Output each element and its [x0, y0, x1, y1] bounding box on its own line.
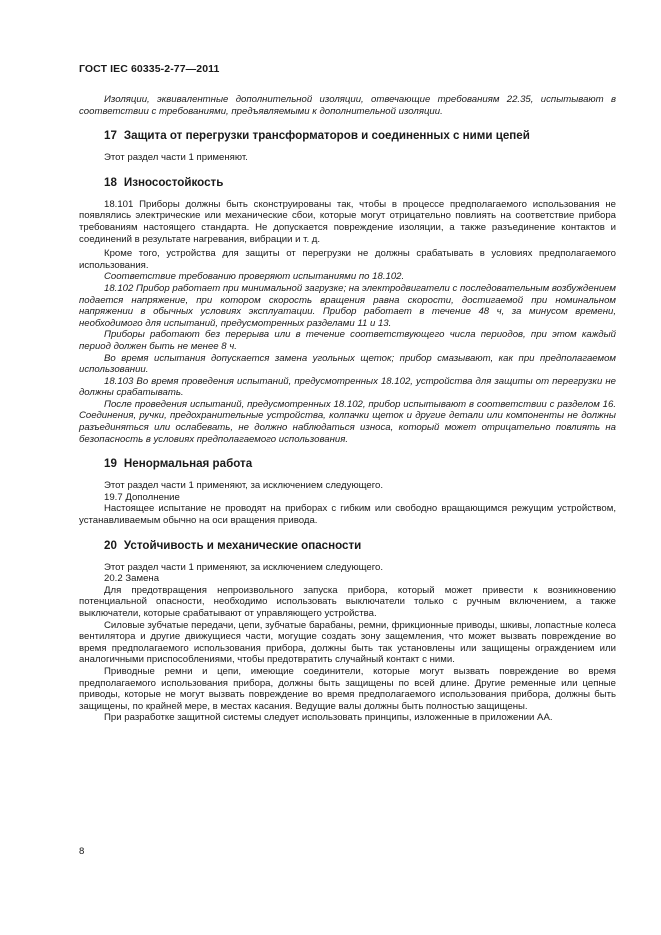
- clause-18-102: 18.102 Прибор работает при минимальной загрузке; на электродвигатели с последовательным возбуждением подается напряжение, при котором скорость вращения равна скорости, достигаемой при номинальном напряжении в обычных условиях эксплуатации. Прибор работает в течение 48 ч, за минусом времени, необходимого для испытаний, предусмотренных разделами 11 и 13.: [79, 282, 616, 329]
- section-18-heading: [79, 176, 616, 190]
- section-18-title: Износостойкость: [123, 175, 224, 189]
- section-19-number: 19: [104, 457, 117, 471]
- section-17-heading: [79, 129, 616, 143]
- clause-18-101: 18.101 Приборы должны быть сконструированы так, чтобы в процессе предполагаемого использования не появлялись электрические или механические сбои, которые могут отрицательно повлиять на соответствие прибора требованиям настоящего стандарта. Не допускается повреждение изоляции, а также разъединение контактов и соединений в результате нагревания, вибрации и т. д.: [79, 198, 616, 245]
- section-18-paragraph: Во время испытания допускается замена угольных щеток; прибор смазывают, как при предполагаемом использовании.: [79, 352, 616, 376]
- section-19-paragraph: Этот раздел части 1 применяют, за исключением следующего.: [104, 480, 384, 492]
- section-20-paragraph: Для предотвращения непроизвольного запуска прибора, который может привести к возникновению потенциальной опасности, необходимо использовать выключатели только с ручным включением, а также выключатели, которые срабатывают от управляющего устройства.: [79, 584, 616, 619]
- section-18-paragraph: Кроме того, устройства для защиты от перегрузки не должны срабатывать в условиях предполагаемого использования.: [79, 248, 616, 271]
- section-18-paragraph: Соответствие требованию проверяют испытаниями по 18.102.: [104, 271, 405, 283]
- page-content: [79, 94, 616, 724]
- section-20-heading: [79, 539, 616, 553]
- section-17-number: 17: [104, 129, 117, 143]
- document-header: ГОСТ IEC 60335-2-77—2011: [79, 63, 220, 75]
- section-20-paragraph: Приводные ремни и цепи, имеющие соединители, которые могут вызвать повреждение во время предполагаемого использования прибора, должны быть защищены по всей длине. Другие ременные или цепные приводы, которые не могут вызвать повреждение во время предполагаемого использования прибора, должны быть защищены, по крайней мере, в местах касания. Ведущие валы должны быть полностью защищены.: [79, 665, 616, 712]
- section-20-paragraph: Силовые зубчатые передачи, цепи, зубчатые барабаны, ремни, фрикционные приводы, шкивы, лопастные колеса вентилятора и другие движущиеся части, могущие создать зону защемления, что может вызвать повреждение во время предполагаемого использования прибора, должны быть так установлены или защищены ограждением или аналогичными приспособлениями, чтобы предотвратить случайный контакт с ними.: [79, 619, 616, 666]
- section-18-paragraph: После проведения испытаний, предусмотренных 18.102, прибор испытывают в соответствии с разделом 16. Соединения, ручки, предохранительные устройства, колпачки щеток и другие детали или компоненты не должны разъединяться или ослабевать, не должно наблюдаться износа, который может отрицательно повлиять на безопасность в условиях предполагаемого использования.: [79, 398, 616, 445]
- intro-paragraph: Изоляции, эквивалентные дополнительной изоляции, отвечающие требованиям 22.35, испытывают в соответствии с требованиями, предъявляемыми к дополнительной изоляции.: [79, 94, 616, 117]
- section-19-paragraph: Настоящее испытание не проводят на приборах с гибким или свободно вращающимся режущим устройством, устанавливаемым обычно на оси вращения привода.: [79, 503, 616, 527]
- section-19-heading: [79, 457, 616, 471]
- section-18-paragraph: Приборы работают без перерыва или в течение соответствующего числа периодов, при этом каждый период должен быть не менее 8 ч.: [79, 329, 616, 352]
- clause-20-2: 20.2 Замена: [104, 573, 160, 585]
- clause-18-103: 18.103 Во время проведения испытаний, предусмотренных 18.102, устройства для защиты от перегрузки не должны срабатывать.: [79, 375, 616, 399]
- section-18-number: 18: [104, 175, 117, 189]
- page-number: 8: [79, 846, 85, 857]
- section-20-paragraph: Этот раздел части 1 применяют, за исключением следующего.: [104, 561, 384, 573]
- section-19-title: Ненормальная работа: [123, 457, 253, 471]
- section-20-title: Устойчивость и механические опасности: [123, 538, 362, 552]
- section-17-title: Защита от перегрузки трансформаторов и соединенных с ними цепей: [123, 129, 530, 143]
- clause-19-7: 19.7 Дополнение: [104, 491, 180, 503]
- section-20-paragraph: При разработке защитной системы следует использовать принципы, изложенные в приложении АА.: [104, 712, 553, 724]
- section-17-paragraph: Этот раздел части 1 применяют.: [104, 152, 248, 164]
- section-20-number: 20: [104, 538, 117, 552]
